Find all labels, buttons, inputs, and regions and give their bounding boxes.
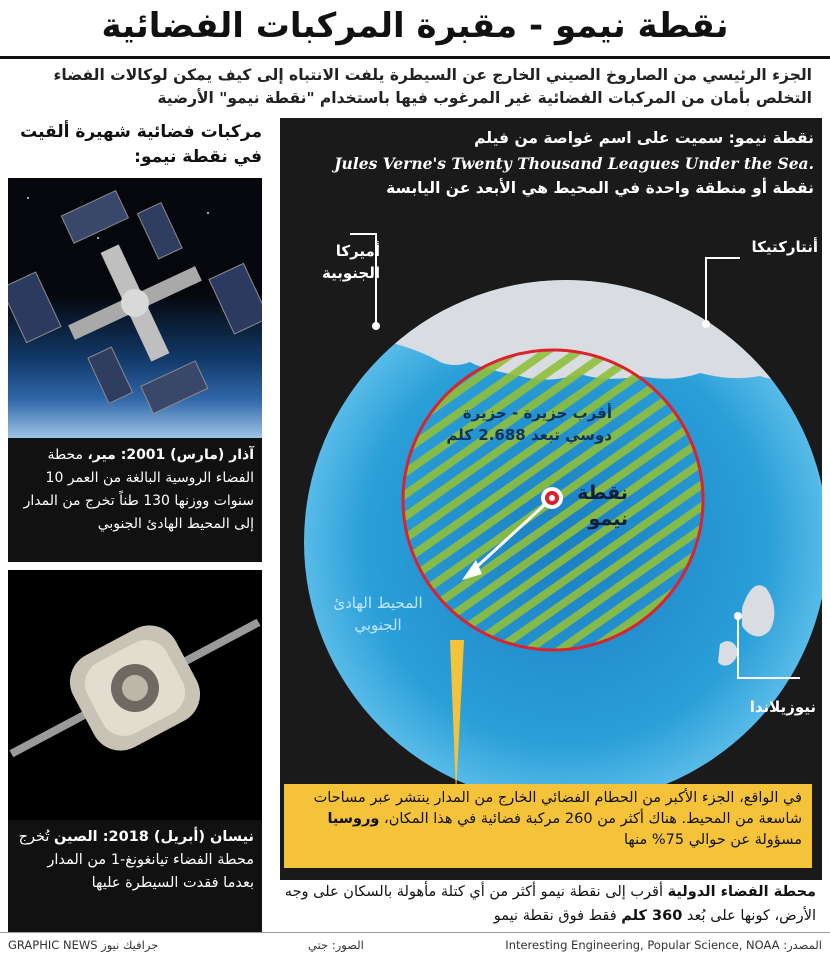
mir-caption-date: آذار (مارس) 2001: مير، — [87, 447, 254, 463]
footer-photo-credit: الصور: جتي — [308, 938, 364, 952]
nemo-info-line1: نقطة نيمو: سميت على اسم غواصة من فيلم — [474, 129, 814, 147]
tiangong-photo — [8, 570, 262, 820]
debris-callout-box — [284, 784, 812, 868]
point-nemo-label: نقطة نيمو — [577, 482, 628, 530]
new-zealand-label: نيوزيلاندا — [749, 698, 816, 716]
tiangong-station-illustration — [8, 570, 262, 820]
footer-divider — [0, 932, 830, 933]
mir-photo — [8, 178, 262, 438]
nearest-island-label: أقرب جزيرة - جزيرة دوسي تبعد 2.688 كلم — [446, 404, 612, 444]
south-pacific-label: المحيط الهادئ الجنوبي — [333, 594, 423, 634]
subtitle: الجزء الرئيسي من الصاروخ الصيني الخارج عن السيطرة يلفت الانتباه إلى كيف يمكن لوكالات الفضاء التخلص بأمان من المركبات الفضائية غير المرغوب فيها باستخدام "نقطة نيمو" الأرضية — [53, 66, 812, 107]
callout-text-2: مسؤولة عن حوالي 75% منها — [624, 832, 802, 848]
callout-text-1: في الواقع، الجزء الأكبر من الحطام الفضائي الخارج من المدار ينتشر عبر مساحات شاسعة من المحيط. هناك أكثر من 260 مركبة فضائية في هذا المكان، — [313, 790, 802, 827]
tiangong-caption-date: نيسان (أبريل) 2018: الصين — [53, 829, 254, 845]
mir-station-illustration — [8, 178, 262, 438]
sidebar-heading: مركبات فضائية شهيرة ألقيت في نقطة نيمو: — [20, 122, 262, 167]
page-title: نقطة نيمو - مقبرة المركبات الفضائية — [101, 6, 729, 46]
iss-note — [282, 880, 816, 928]
nemo-info-film-title: Jules Verne's Twenty Thousand Leagues Under the Sea. — [334, 154, 814, 173]
ocean-globe-map — [280, 118, 822, 880]
antarctica-leader-dot — [702, 320, 710, 328]
map-panel — [280, 118, 822, 880]
antarctica-leader-line — [706, 258, 740, 324]
title-divider — [0, 56, 830, 59]
tiangong-caption — [8, 820, 262, 932]
footer-source: المصدر: Interesting Engineering, Popular Science, NOAA — [505, 938, 822, 952]
iss-note-distance: 360 كلم — [621, 908, 683, 924]
callout-bold-russia: وروسيا — [327, 811, 380, 827]
new-zealand-leader-dot — [734, 612, 742, 620]
nemo-info-line3: نقطة أو منطقة واحدة في المحيط هي الأبعد عن اليابسة — [386, 179, 814, 197]
iss-note-text2: فقط فوق نقطة نيمو — [493, 908, 622, 924]
mir-caption-text: محطة الفضاء الروسية البالغة من العمر 10 سنوات ووزنها 130 طناً تخرج من المدار إلى المحيط الهادئ الجنوبي — [23, 447, 254, 532]
point-nemo-marker-center — [549, 495, 555, 501]
iss-note-text1: أقرب إلى نقطة نيمو أكثر من أي كتلة مأهولة بالسكان على وجه الأرض، كونها على بُعد — [284, 884, 816, 924]
south-america-label: أميركا الجنوبية — [322, 242, 380, 282]
tiangong-caption-text: تُخرج محطة الفضاء تيانغونغ-1 من المدار بعدما فقدت السيطرة عليها — [18, 829, 254, 891]
south-america-leader-dot — [372, 322, 380, 330]
footer-credit: GRAPHIC NEWS جرافيك نيوز — [8, 938, 159, 952]
mir-caption — [8, 438, 262, 562]
point-nemo-info — [296, 126, 814, 201]
antarctica-label: أنتاركتيكا — [751, 238, 818, 256]
iss-note-station: محطة الفضاء الدولية — [667, 884, 816, 900]
